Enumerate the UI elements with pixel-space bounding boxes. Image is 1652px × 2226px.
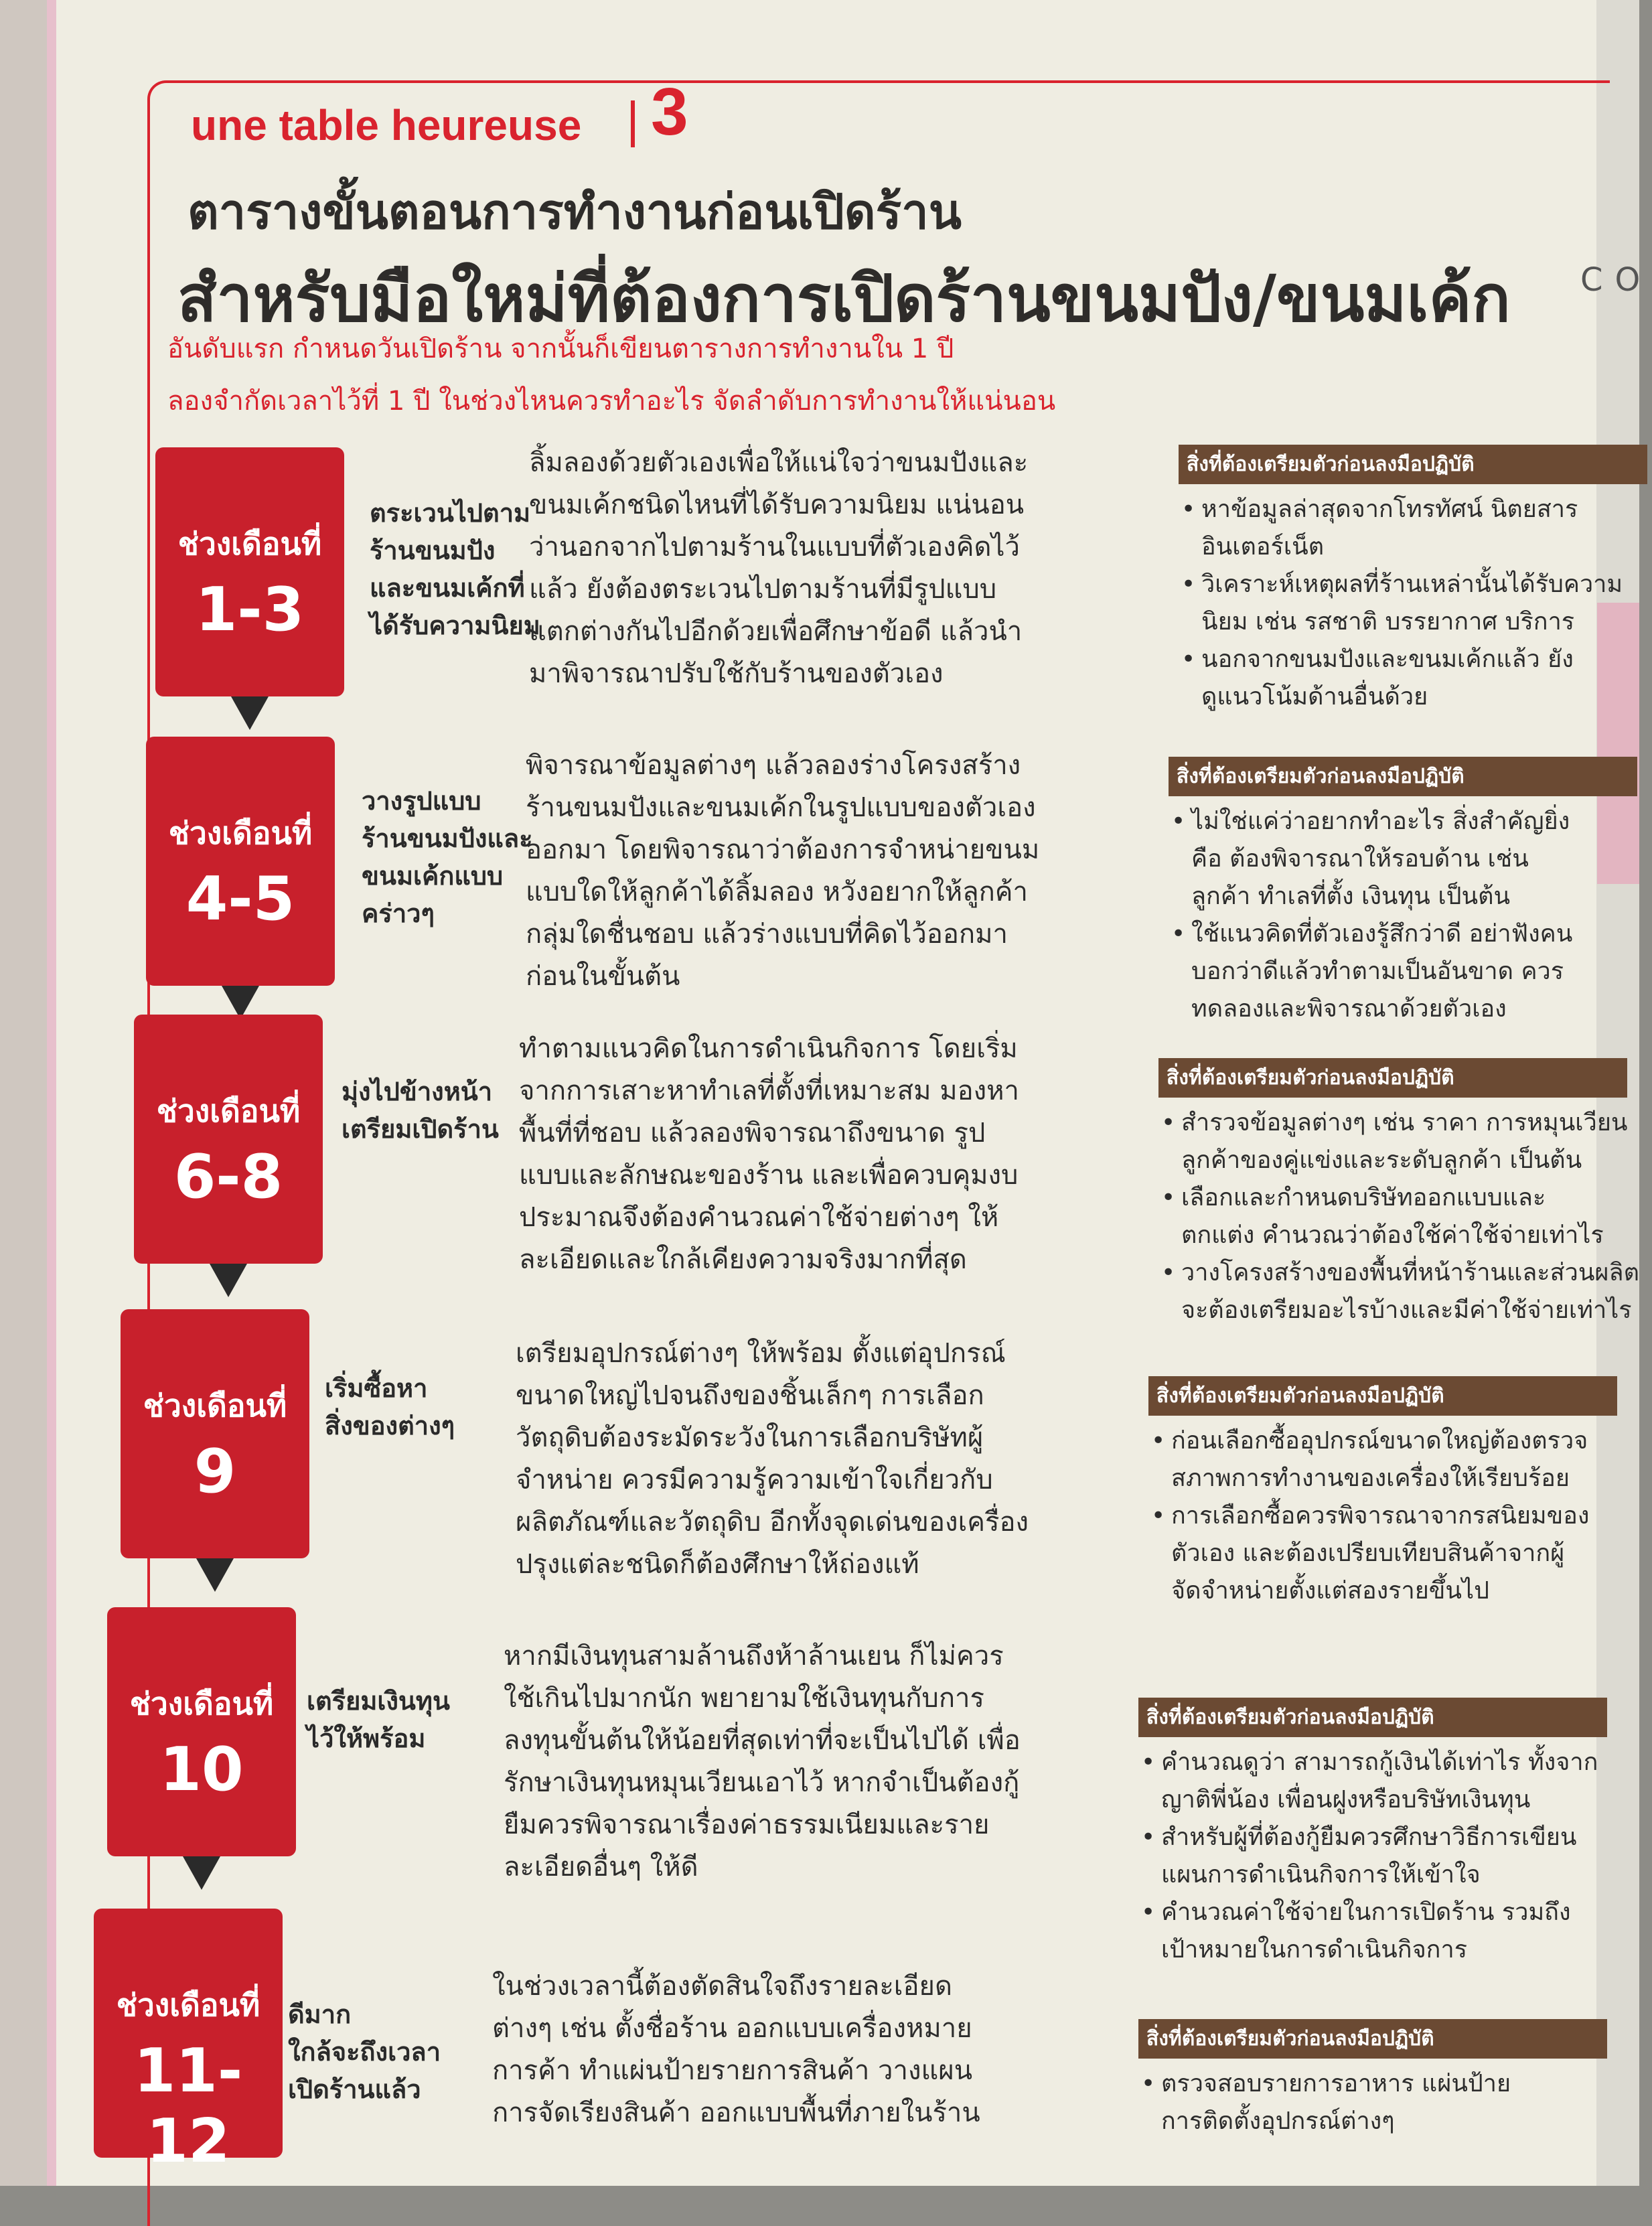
stage-subtitle-line: ไว้ให้พร้อม	[307, 1724, 426, 1753]
stage-period-number: 9	[194, 1436, 236, 1507]
preparation-item: • หาข้อมูลล่าสุดจากโทรทัศน์ นิตยสาร	[1179, 491, 1647, 528]
stage-period-number: 6-8	[173, 1142, 283, 1212]
stage-period-box	[94, 1909, 283, 2176]
down-arrow-icon	[196, 1558, 234, 1592]
preparation-item: คือ ต้องพิจารณาให้รอบด้าน เช่น	[1191, 845, 1529, 873]
preparation-item: ตัวเอง และต้องเปรียบเทียบสินค้าจากผู้	[1171, 1540, 1565, 1567]
preparation-item: การติดตั้งอุปกรณ์ต่างๆ	[1161, 2107, 1395, 2135]
preparation-item: • คำนวณดูว่า สามารถกู้เงินได้เท่าไร ทั้งจาก	[1138, 1744, 1607, 1781]
preparation-list	[1138, 1744, 1607, 1969]
stage-period-label: ช่วงเดือนที่	[116, 1987, 260, 2023]
brand-separator	[631, 100, 635, 147]
preparation-item: • การเลือกซื้อควรพิจารณาจากรสนิยมของ	[1148, 1497, 1617, 1535]
stage-subtitle-line: ได้รับความนิยม	[370, 611, 540, 640]
stage-description-line: ละเอียดและใกล้เคียงความจริงมากที่สุด	[519, 1244, 967, 1275]
stage-period-box	[134, 1015, 323, 1264]
stage-period-label: ช่วงเดือนที่	[177, 526, 322, 562]
stage-description-line: ก่อนในขั้นต้น	[526, 961, 680, 992]
stage-description-line: พื้นที่ที่ชอบ แล้วลองพิจารณาถึงขนาด รูป	[519, 1118, 986, 1148]
preparation-box	[1158, 1058, 1639, 1329]
preparation-item: สภาพการทำงานของเครื่องให้เรียบร้อย	[1171, 1465, 1570, 1492]
stage-description	[504, 1635, 1106, 1888]
preparation-item: จะต้องเตรียมอะไรบ้างและมีค่าใช้จ่ายเท่าไร	[1181, 1296, 1632, 1324]
preparation-item: ญาติพี่น้อง เพื่อนฝูงหรือบริษัทเงินทุน	[1161, 1786, 1531, 1813]
preparation-list	[1169, 803, 1637, 1028]
stage-period-box	[121, 1309, 309, 1558]
preparation-item: แผนการดำเนินกิจการให้เข้าใจ	[1161, 1861, 1481, 1888]
stage-subtitle-line: วางรูปแบบ	[362, 786, 481, 816]
stage-description-line: การค้า ทำแผ่นป้ายรายการสินค้า วางแผน	[492, 2055, 973, 2086]
preparation-item: • ใช้แนวคิดที่ตัวเองรู้สึกว่าดี อย่าฟังคน	[1169, 915, 1637, 953]
stage-description	[492, 1965, 1095, 2134]
stage-description-line: จำหน่าย ควรมีความรู้ความเข้าใจเกี่ยวกับ	[516, 1465, 993, 1495]
stage-period-number: 4-5	[185, 864, 295, 934]
preparation-list	[1158, 1104, 1639, 1329]
stage-period-label: ช่วงเดือนที่	[156, 1093, 301, 1129]
intro-line: ลองจำกัดเวลาไว้ที่ 1 ปี ในช่วงไหนควรทำอะไร จัดลำดับการทำงานให้แน่นอน	[167, 386, 1056, 417]
stage-description-line: จากการเสาะหาทำเลที่ตั้งที่เหมาะสม มองหา	[519, 1075, 1019, 1106]
stage-description-line: แบบและลักษณะของร้าน และเพื่อควบคุมงบ	[519, 1160, 1019, 1191]
preparation-header: สิ่งที่ต้องเตรียมตัวก่อนลงมือปฏิบัติ	[1138, 1698, 1607, 1737]
preparation-box	[1148, 1376, 1617, 1610]
preparation-item: • วางโครงสร้างของพื้นที่หน้าร้านและส่วนผลิต	[1158, 1254, 1627, 1292]
preparation-header: สิ่งที่ต้องเตรียมตัวก่อนลงมือปฏิบัติ	[1158, 1058, 1627, 1098]
preparation-box	[1138, 2019, 1607, 2140]
preparation-item: จัดจำหน่ายตั้งแต่สองรายขึ้นไป	[1171, 1577, 1489, 1605]
preparation-item: • สำหรับผู้ที่ต้องกู้ยืมควรศึกษาวิธีการเขียน	[1138, 1819, 1607, 1856]
preparation-header: สิ่งที่ต้องเตรียมตัวก่อนลงมือปฏิบัติ	[1179, 445, 1647, 484]
preparation-item: ลูกค้า ทำเลที่ตั้ง เงินทุน เป็นต้น	[1191, 883, 1511, 910]
stage-description-line: รักษาเงินทุนหมุนเวียนเอาไว้ หากจำเป็นต้องกู้	[504, 1767, 1020, 1798]
preparation-header: สิ่งที่ต้องเตรียมตัวก่อนลงมือปฏิบัติ	[1138, 2019, 1607, 2059]
preparation-list	[1148, 1422, 1617, 1610]
stage-description-line: ร้านขนมปังและขนมเค้กในรูปแบบของตัวเอง	[526, 792, 1036, 823]
chapter-number: 3	[651, 74, 688, 149]
preparation-header: สิ่งที่ต้องเตรียมตัวก่อนลงมือปฏิบัติ	[1148, 1376, 1617, 1416]
stage-description-line: ลงทุนขั้นต้นให้น้อยที่สุดเท่าที่จะเป็นไปได้ เพื่อ	[504, 1725, 1021, 1756]
stage-description-line: ออกมา โดยพิจารณาว่าต้องการจำหน่ายขนม	[526, 834, 1040, 865]
stage-description-line: ประมาณจึงต้องคำนวณค่าใช้จ่ายต่างๆ ให้	[519, 1202, 999, 1233]
stage-description	[526, 745, 1128, 998]
stage-period-box	[155, 447, 344, 696]
intro-line: อันดับแรก กำหนดวันเปิดร้าน จากนั้นก็เขียนตารางการทำงานใน 1 ปี	[167, 333, 954, 364]
stage-description-line: ยืมควรพิจารณาเรื่องค่าธรรมเนียมและราย	[504, 1809, 990, 1840]
down-arrow-icon	[210, 1264, 247, 1297]
page-title-line1: ตารางขั้นตอนการทำงานก่อนเปิดร้าน	[187, 183, 962, 240]
stage-description	[529, 442, 1132, 695]
stage-subtitle-line: เริ่มซื้อหา	[325, 1374, 428, 1403]
stage-subtitle-line: ดีมาก	[288, 2000, 352, 2029]
stage-description-line: ใช้เกินไปมากนัก พยายามใช้เงินทุนกับการ	[504, 1683, 984, 1714]
preparation-item: นิยม เช่น รสชาติ บรรยากาศ บริการ	[1201, 608, 1575, 636]
page-title-line2: สำหรับมือใหม่ที่ต้องการเปิดร้านขนมปัง/ขนมเค้ก	[177, 261, 1511, 336]
stage-description-line: ขนมเค้กชนิดไหนที่ได้รับความนิยม แน่นอน	[529, 490, 1025, 520]
preparation-item: อินเตอร์เน็ต	[1201, 533, 1325, 561]
stage-description-line: ในช่วงเวลานี้ต้องตัดสินใจถึงรายละเอียด	[492, 1971, 952, 2002]
stage-description-line: การจัดเรียงสินค้า ออกแบบพื้นที่ภายในร้าน	[492, 2097, 980, 2128]
preparation-item: บอกว่าดีแล้วทำตามเป็นอันขาด ควร	[1191, 958, 1564, 985]
preparation-item: • วิเคราะห์เหตุผลที่ร้านเหล่านั้นได้รับความ	[1179, 566, 1647, 603]
stage-period-label: ช่วงเดือนที่	[143, 1388, 287, 1424]
stage-subtitle-line: ใกล้จะถึงเวลา	[288, 2037, 441, 2067]
stage-subtitle-line: ร้านขนมปัง	[370, 536, 496, 565]
preparation-item: • เลือกและกำหนดบริษัทออกแบบและ	[1158, 1179, 1627, 1217]
stage-period-label: ช่วงเดือนที่	[129, 1686, 274, 1722]
stage-subtitle	[342, 1073, 542, 1148]
stage-subtitle-line: เปิดร้านแล้ว	[288, 2075, 421, 2104]
preparation-item: ดูแนวโน้มด้านอื่นด้วย	[1201, 683, 1428, 711]
stage-period-label: ช่วงเดือนที่	[168, 815, 313, 851]
stage-description-line: หากมีเงินทุนสามล้านถึงห้าล้านเยน ก็ไม่ควร	[504, 1641, 1004, 1672]
preparation-header: สิ่งที่ต้องเตรียมตัวก่อนลงมือปฏิบัติ	[1169, 757, 1637, 796]
preparation-item: ตกแต่ง คำนวณว่าต้องใช้ค่าใช้จ่ายเท่าไร	[1181, 1221, 1604, 1249]
stage-subtitle-line: และขนมเค้กที่	[370, 573, 525, 603]
stage-subtitle-line: เตรียมเงินทุน	[307, 1686, 450, 1716]
stage-description-line: ขนาดใหญ่ไปจนถึงของชิ้นเล็กๆ การเลือก	[516, 1380, 984, 1411]
stage-description-line: ว่านอกจากไปตามร้านในแบบที่ตัวเองคิดไว้	[529, 532, 1021, 563]
stage-period-number: 1-3	[195, 575, 305, 645]
preparation-box	[1169, 757, 1637, 1028]
down-arrow-icon	[183, 1856, 220, 1890]
stage-description-line: มาพิจารณาปรับใช้กับร้านของตัวเอง	[529, 658, 944, 689]
stage-description-line: ต่างๆ เช่น ตั้งชื่อร้าน ออกแบบเครื่องหมาย	[492, 2013, 972, 2044]
stage-description-line: ลิ้มลองด้วยตัวเองเพื่อให้แน่ใจว่าขนมปังและ	[529, 447, 1029, 478]
preparation-list	[1179, 491, 1647, 716]
stage-subtitle	[325, 1369, 526, 1444]
stage-subtitle	[288, 1996, 489, 2108]
stage-subtitle-line: มุ่งไปข้างหน้า	[342, 1077, 493, 1106]
edge-text: CO	[1580, 261, 1652, 299]
preparation-list	[1138, 2065, 1607, 2140]
stage-subtitle-line: ร้านขนมปังและ	[362, 824, 533, 853]
stage-description-line: ทำตามแนวคิดในการดำเนินกิจการ โดยเริ่ม	[519, 1033, 1018, 1064]
preparation-item: • ไม่ใช่แค่ว่าอยากทำอะไร สิ่งสำคัญยิ่ง	[1169, 803, 1637, 840]
stage-description-line: เตรียมอุปกรณ์ต่างๆ ให้พร้อม ตั้งแต่อุปกรณ์	[516, 1338, 1006, 1369]
stage-description-line: แบบใดให้ลูกค้าได้ลิ้มลอง หวังอยากให้ลูกค้า	[526, 877, 1029, 907]
preparation-item: • สำรวจข้อมูลต่างๆ เช่น ราคา การหมุนเวียน	[1158, 1104, 1627, 1142]
stage-subtitle-line: คร่าวๆ	[362, 899, 435, 928]
stage-description-line: แตกต่างกันไปอีกด้วยเพื่อศึกษาข้อดี แล้วนำ	[529, 616, 1023, 647]
stage-description-line: ผลิตภัณฑ์และวัตถุดิบ อีกทั้งจุดเด่นของเครื่อง	[516, 1507, 1029, 1538]
stage-period-box	[146, 737, 335, 986]
stage-description-line: กลุ่มใดชื่นชอบ แล้วร่างแบบที่คิดไว้ออกมา	[526, 919, 1008, 950]
preparation-item: ทดลองและพิจารณาด้วยตัวเอง	[1191, 995, 1507, 1023]
stage-description-line: วัตถุดิบต้องระมัดระวังในการเลือกบริษัทผู้	[516, 1422, 984, 1453]
background-left	[0, 0, 47, 2186]
stage-subtitle-line: ขนมเค้กแบบ	[362, 861, 504, 891]
preparation-item: ลูกค้าของคู่แข่งและระดับลูกค้า เป็นต้น	[1181, 1146, 1582, 1174]
down-arrow-icon	[231, 696, 269, 730]
preparation-item: • นอกจากขนมปังและขนมเค้กแล้ว ยัง	[1179, 641, 1647, 678]
stage-subtitle	[307, 1682, 508, 1757]
stage-description-line: ปรุงแต่ละชนิดก็ต้องศึกษาให้ถ่องแท้	[516, 1549, 919, 1580]
stage-subtitle-line: เตรียมเปิดร้าน	[342, 1114, 499, 1144]
stage-description	[516, 1333, 1118, 1586]
stage-subtitle-line: ตระเวนไปตาม	[370, 498, 531, 528]
stage-period-number: 10	[159, 1734, 244, 1805]
preparation-item: • ก่อนเลือกซื้ออุปกรณ์ขนาดใหญ่ต้องตรวจ	[1148, 1422, 1617, 1460]
preparation-box	[1138, 1698, 1607, 1969]
stage-period-number: 11-12	[133, 2036, 243, 2176]
stage-subtitle-line: สิ่งของต่างๆ	[325, 1411, 455, 1440]
brand-title: une table heureuse	[191, 101, 582, 149]
preparation-item: • ตรวจสอบรายการอาหาร แผ่นป้าย	[1138, 2065, 1607, 2103]
stage-description-line: ละเอียดอื่นๆ ให้ดี	[504, 1852, 698, 1882]
preparation-item: • คำนวณค่าใช้จ่ายในการเปิดร้าน รวมถึง	[1138, 1894, 1607, 1931]
stage-description-line: แล้ว ยังต้องตระเวนไปตามร้านที่มีรูปแบบ	[529, 574, 997, 605]
stage-description-line: พิจารณาข้อมูลต่างๆ แล้วลองร่างโครงสร้าง	[526, 750, 1021, 781]
stage-description	[519, 1028, 1122, 1281]
preparation-item: เป้าหมายในการดำเนินกิจการ	[1161, 1936, 1468, 1963]
stage-period-box	[107, 1607, 296, 1856]
preparation-box	[1179, 445, 1647, 716]
